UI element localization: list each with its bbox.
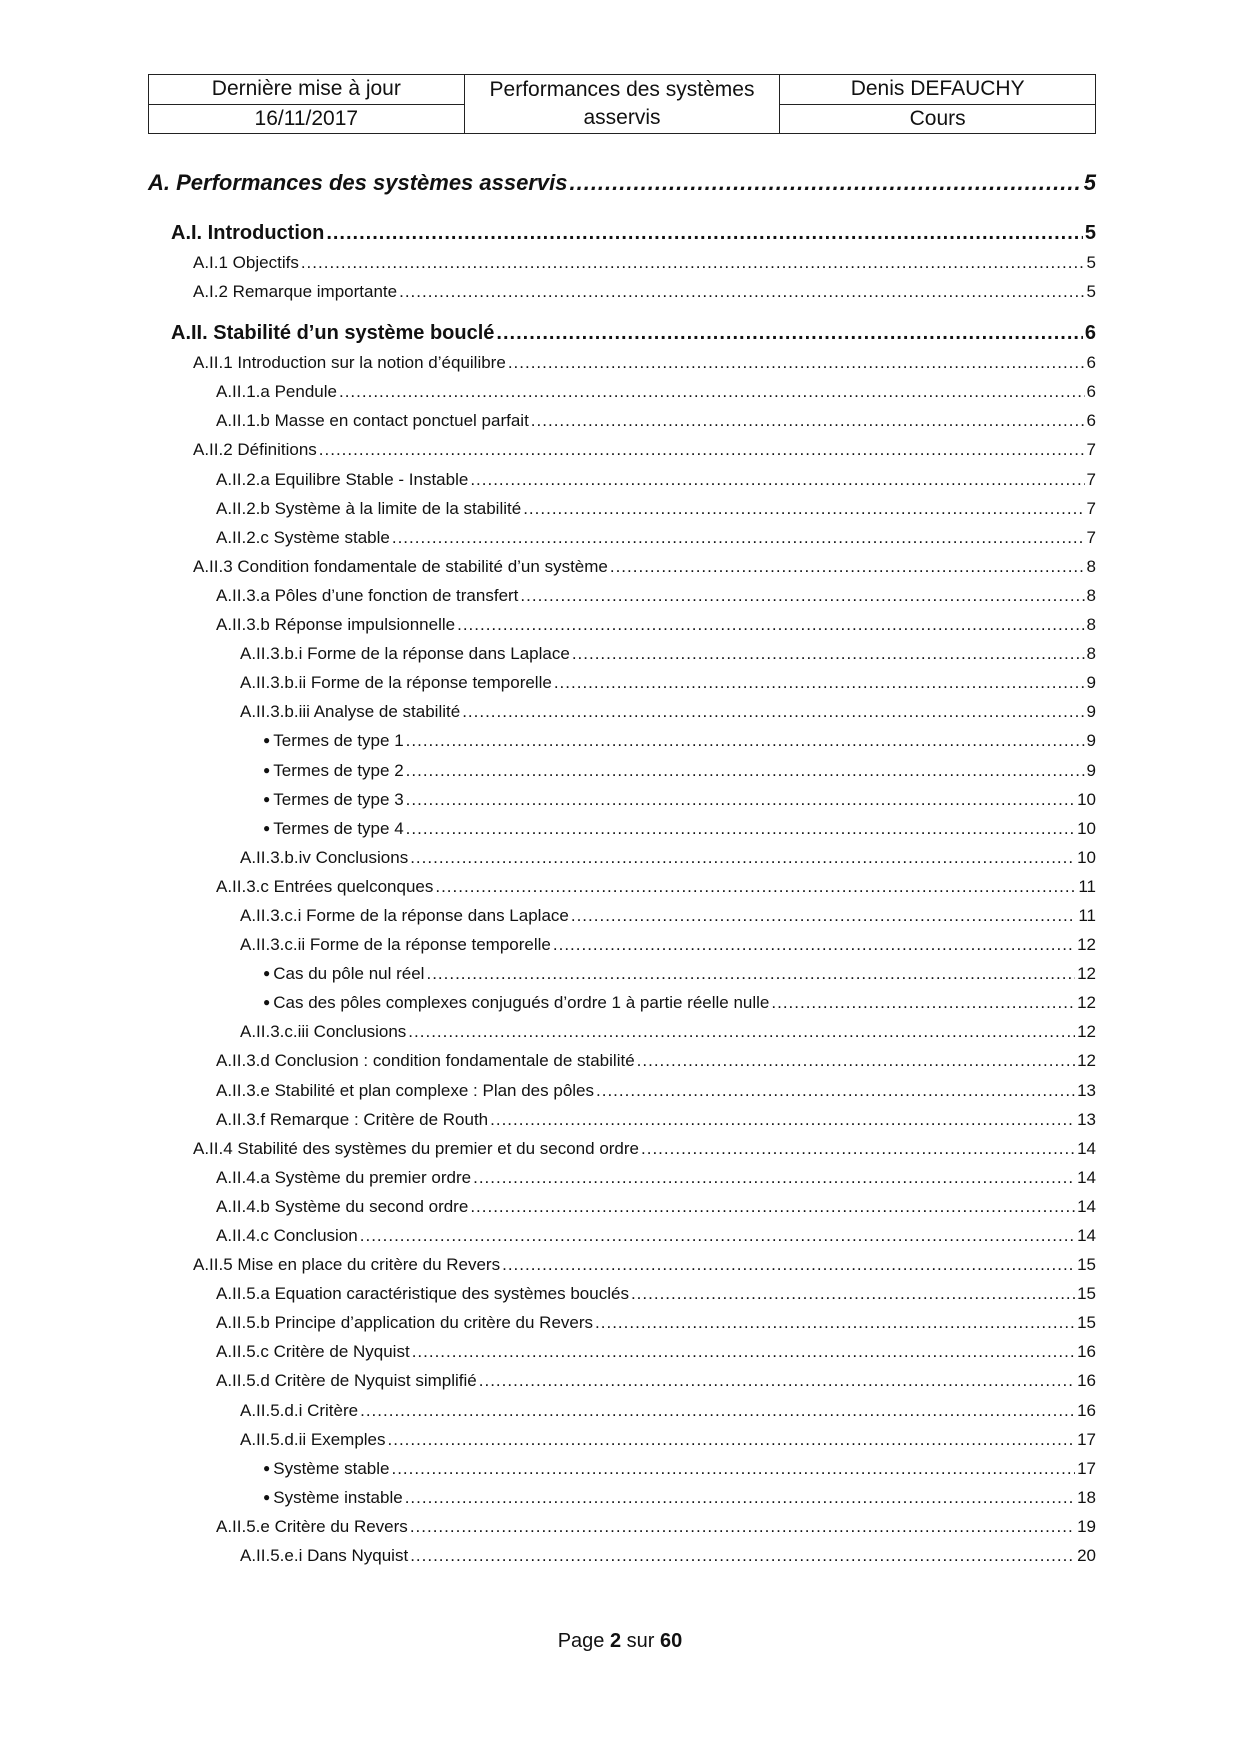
toc-entry-title-text: A.II.5.d.i Critère: [240, 1400, 359, 1420]
toc-entry[interactable]: [148, 1017, 1096, 1046]
toc-entry-title: [193, 248, 299, 277]
toc-entry-title: [216, 1308, 593, 1337]
toc-entry-title: [263, 1483, 403, 1512]
toc-entry[interactable]: [148, 697, 1096, 726]
toc-entry-title-text: A.II.3.c Entrées quelconques: [216, 876, 434, 896]
toc-leader-dots: [631, 1279, 1075, 1308]
toc-entry-title-text: A.II.5.d.ii Exemples: [240, 1429, 386, 1449]
toc-entry-page: 14: [1077, 1226, 1096, 1245]
toc-entry-title: [193, 1134, 639, 1163]
toc-entry[interactable]: [148, 1250, 1096, 1279]
footer-page-prefix: Page: [557, 1630, 605, 1652]
toc-leader-dots: [523, 494, 1084, 523]
toc-leader-dots: [410, 1541, 1075, 1570]
toc-entry-title-text: A.II.5.b Principe d’application du critère du Revers: [216, 1313, 594, 1333]
toc-entry-title: [148, 160, 567, 206]
toc-entry-page: 12: [1077, 1022, 1096, 1042]
toc-leader-dots: [412, 1337, 1075, 1366]
toc-entry[interactable]: [148, 248, 1096, 277]
toc-entry-title: [263, 1454, 389, 1483]
toc-leader-dots: [596, 1076, 1075, 1105]
toc-entry-title: [216, 1512, 408, 1541]
toc-entry-title: [216, 1163, 471, 1192]
toc-entry-page: 9: [1086, 702, 1096, 722]
toc-entry-title-text: A.II.3.a Pôles d’une fonction de transfert: [216, 585, 519, 605]
toc-entry-title-text: A.II.5.e Critère du Revers: [216, 1516, 408, 1536]
toc-entry-title: [216, 1337, 410, 1366]
table-of-contents: [148, 160, 1096, 1570]
toc-leader-dots: [502, 1250, 1075, 1279]
toc-entry-title: [240, 1017, 406, 1046]
toc-entry[interactable]: [148, 1308, 1096, 1337]
toc-entry[interactable]: [148, 1221, 1096, 1250]
toc-entry-title: [216, 1366, 477, 1395]
toc-entry-title: [240, 1425, 386, 1454]
toc-entry-title-text: A.II.2.b Système à la limite de la stabilité: [216, 498, 522, 518]
toc-entry-page: 12: [1077, 1051, 1096, 1071]
toc-entry-title-text: A.II.3.b.iv Conclusions: [240, 847, 409, 867]
toc-entry[interactable]: [148, 1076, 1096, 1105]
toc-leader-dots: [399, 277, 1084, 306]
toc-entry-page: 10: [1077, 789, 1096, 809]
toc-leader-dots: [508, 348, 1085, 377]
footer-total-pages: 60: [660, 1630, 683, 1652]
toc-entry-title: [216, 872, 433, 901]
toc-entry-title-text: A.II.5.c Critère de Nyquist: [216, 1342, 410, 1362]
toc-entry-title-text: A.II.3.c.iii Conclusions: [240, 1022, 407, 1042]
toc-entry-page: 18: [1077, 1487, 1096, 1507]
toc-leader-dots: [520, 581, 1084, 610]
toc-entry-page: 16: [1077, 1400, 1096, 1420]
toc-leader-dots: [473, 1163, 1075, 1192]
toc-entry-title-text: A. Performances des systèmes asservis: [148, 170, 568, 195]
toc-entry-title: [216, 1192, 468, 1221]
toc-entry-title: [193, 277, 397, 306]
toc-entry-title-text: Termes de type 4: [273, 818, 404, 838]
toc-entry-title-text: A.II.1 Introduction sur la notion d’équilibre: [193, 353, 506, 373]
toc-entry-title: [263, 785, 404, 814]
toc-entry[interactable]: [148, 988, 1096, 1017]
footer-page-middle: sur: [626, 1630, 655, 1652]
toc-entry-title: [263, 756, 404, 785]
toc-entry-title: [216, 1221, 358, 1250]
toc-entry[interactable]: [148, 1512, 1096, 1541]
bullet-icon: ●: [263, 820, 271, 835]
toc-entry-title: [240, 901, 569, 930]
toc-leader-dots: [479, 1366, 1075, 1395]
bullet-icon: ●: [263, 733, 271, 748]
toc-leader-dots: [610, 552, 1085, 581]
toc-entry-title-text: A.II.4.b Système du second ordre: [216, 1196, 469, 1216]
toc-entry-page: 7: [1086, 469, 1096, 489]
toc-entry-page: 15: [1077, 1255, 1096, 1275]
toc-leader-dots: [462, 697, 1084, 726]
toc-leader-dots: [391, 1454, 1075, 1483]
toc-leader-dots: [406, 756, 1085, 785]
toc-entry-title-text: Cas du pôle nul réel: [273, 964, 425, 984]
bullet-icon: ●: [263, 762, 271, 777]
toc-entry-title-text: A.II.3.b.ii Forme de la réponse temporelle: [240, 673, 552, 693]
toc-leader-dots: [554, 668, 1085, 697]
toc-entry-page: 5: [1086, 282, 1096, 302]
toc-entry[interactable]: [148, 959, 1096, 988]
page-footer: [0, 1630, 1240, 1653]
toc-entry-title: [171, 318, 494, 348]
toc-entry[interactable]: [148, 1279, 1096, 1308]
toc-entry[interactable]: [148, 843, 1096, 872]
toc-entry[interactable]: [148, 930, 1096, 959]
toc-leader-dots: [572, 639, 1085, 668]
toc-entry[interactable]: [148, 1046, 1096, 1075]
toc-entry-title-text: A.II.3.c.ii Forme de la réponse temporelle: [240, 935, 551, 955]
toc-entry-title: [216, 465, 468, 494]
toc-entry-title-text: A.II.4.c Conclusion: [216, 1226, 358, 1245]
toc-entry-page: 7: [1086, 440, 1096, 460]
toc-entry-title-text: A.II.5.e.i Dans Nyquist: [240, 1546, 409, 1566]
toc-entry[interactable]: [148, 1192, 1096, 1221]
header-author: Denis DEFAUCHY: [780, 75, 1096, 105]
toc-entry-title: [240, 697, 460, 726]
toc-entry[interactable]: [148, 406, 1096, 435]
toc-entry-title: [216, 581, 518, 610]
toc-entry-title-text: Termes de type 3: [273, 789, 404, 809]
toc-leader-dots: [531, 406, 1085, 435]
toc-entry-page: 5: [1086, 253, 1096, 272]
toc-entry-title: [193, 348, 506, 377]
toc-entry-page: 15: [1077, 1284, 1096, 1304]
toc-entry-title-text: A.II.1.a Pendule: [216, 382, 337, 402]
toc-leader-dots: [457, 610, 1084, 639]
toc-entry-title: [216, 1279, 629, 1308]
toc-entry-title-text: A.II.3.c.i Forme de la réponse dans Laplace: [240, 905, 569, 925]
toc-entry-title-text: A.II.2.a Equilibre Stable - Instable: [216, 469, 469, 489]
toc-entry-page: 16: [1077, 1342, 1096, 1362]
toc-entry[interactable]: [148, 581, 1096, 610]
toc-entry[interactable]: [148, 1337, 1096, 1366]
toc-leader-dots: [392, 523, 1085, 552]
toc-entry-title-text: A.II. Stabilité d’un système bouclé: [171, 322, 495, 345]
toc-entry[interactable]: [148, 218, 1096, 248]
toc-entry-title-text: A.II.2 Définitions: [193, 440, 317, 460]
toc-entry-page: 8: [1086, 585, 1096, 605]
toc-entry-page: 14: [1077, 1196, 1096, 1216]
toc-entry-title-text: A.I. Introduction: [171, 222, 325, 244]
toc-entry-title: [193, 1250, 500, 1279]
toc-entry-title-text: A.II.3.b.iii Analyse de stabilité: [240, 702, 461, 722]
toc-entry-title-text: A.I.1 Objectifs: [193, 253, 299, 272]
toc-leader-dots: [406, 814, 1075, 843]
toc-entry-page: 7: [1086, 498, 1096, 518]
toc-entry-title-text: A.II.3.d Conclusion : condition fondamentale de stabilité: [216, 1051, 635, 1071]
toc-entry-page: 14: [1077, 1167, 1096, 1187]
toc-entry-title-text: A.II.3.b Réponse impulsionnelle: [216, 615, 456, 635]
toc-entry-title: [216, 406, 529, 435]
toc-entry[interactable]: [148, 726, 1096, 755]
toc-entry-title: [240, 930, 551, 959]
toc-entry[interactable]: [148, 814, 1096, 843]
toc-entry-page: 19: [1077, 1516, 1096, 1536]
toc-entry-page: 15: [1077, 1313, 1096, 1333]
toc-entry-title-text: A.II.5.a Equation caractéristique des systèmes bouclés: [216, 1284, 629, 1304]
toc-entry-page: 10: [1077, 818, 1096, 838]
toc-entry-page: 9: [1086, 673, 1096, 693]
toc-leader-dots: [326, 218, 1083, 248]
toc-entry-title: [216, 610, 455, 639]
toc-entry-title-text: A.II.3.f Remarque : Critère de Routh: [216, 1109, 489, 1129]
toc-entry[interactable]: [148, 1425, 1096, 1454]
toc-entry-title: [240, 843, 408, 872]
toc-entry-title: [216, 1105, 488, 1134]
toc-entry[interactable]: [148, 523, 1096, 552]
toc-entry[interactable]: [148, 160, 1096, 206]
toc-entry-page: 8: [1086, 644, 1096, 664]
toc-entry[interactable]: [148, 901, 1096, 930]
header-update-label: Dernière mise à jour: [149, 75, 465, 105]
toc-leader-dots: [470, 1192, 1075, 1221]
toc-entry-page: 8: [1086, 615, 1096, 635]
toc-leader-dots: [410, 1512, 1075, 1541]
toc-leader-dots: [410, 843, 1075, 872]
toc-entry-title: [216, 377, 337, 406]
toc-entry-title: [263, 959, 424, 988]
toc-entry-title: [263, 726, 404, 755]
toc-entry-page: 5: [1084, 222, 1096, 244]
toc-entry-page: 6: [1086, 353, 1096, 373]
toc-entry-title: [193, 435, 317, 464]
toc-entry[interactable]: [148, 1366, 1096, 1395]
bullet-icon: ●: [263, 1489, 271, 1504]
toc-leader-dots: [301, 248, 1085, 277]
toc-entry[interactable]: [148, 1454, 1096, 1483]
toc-entry-page: 13: [1077, 1080, 1096, 1100]
toc-leader-dots: [595, 1308, 1075, 1337]
toc-entry[interactable]: [148, 1134, 1096, 1163]
toc-leader-dots: [496, 318, 1082, 348]
toc-entry-title: [171, 218, 324, 248]
toc-entry-page: 12: [1077, 964, 1096, 984]
toc-entry[interactable]: [148, 277, 1096, 306]
toc-entry-page: 12: [1077, 993, 1096, 1013]
toc-entry-title-text: Cas des pôles complexes conjugués d’ordre 1 à partie réelle nulle: [273, 993, 770, 1013]
toc-leader-dots: [319, 435, 1085, 464]
toc-leader-dots: [405, 1483, 1075, 1512]
toc-entry[interactable]: [148, 785, 1096, 814]
toc-entry-page: 14: [1077, 1138, 1096, 1158]
toc-entry[interactable]: [148, 318, 1096, 348]
toc-entry-page: 5: [1083, 170, 1096, 195]
toc-entry-title-text: A.II.5 Mise en place du critère du Revers: [193, 1255, 501, 1275]
toc-entry[interactable]: [148, 668, 1096, 697]
toc-entry-page: 7: [1086, 527, 1096, 547]
bullet-icon: ●: [263, 1460, 271, 1475]
toc-entry-title: [216, 523, 390, 552]
toc-entry[interactable]: [148, 465, 1096, 494]
toc-entry-page: 10: [1077, 847, 1096, 867]
toc-entry-title-text: A.II.2.c Système stable: [216, 527, 390, 547]
toc-entry[interactable]: [148, 348, 1096, 377]
toc-entry[interactable]: [148, 610, 1096, 639]
toc-entry-page: 17: [1077, 1458, 1096, 1478]
toc-leader-dots: [571, 901, 1076, 930]
toc-leader-dots: [641, 1134, 1075, 1163]
toc-leader-dots: [771, 988, 1075, 1017]
toc-entry-title-text: A.I.2 Remarque importante: [193, 282, 398, 302]
toc-entry[interactable]: [148, 435, 1096, 464]
toc-entry[interactable]: [148, 1396, 1096, 1425]
toc-entry[interactable]: [148, 1541, 1096, 1570]
toc-entry-title: [240, 639, 570, 668]
toc-entry-title-text: A.II.5.d Critère de Nyquist simplifié: [216, 1371, 477, 1391]
toc-entry-title-text: A.II.3.e Stabilité et plan complexe : Plan des pôles: [216, 1080, 595, 1100]
toc-leader-dots: [637, 1046, 1075, 1075]
toc-leader-dots: [406, 726, 1085, 755]
toc-entry[interactable]: [148, 1483, 1096, 1512]
toc-leader-dots: [360, 1396, 1075, 1425]
toc-leader-dots: [435, 872, 1076, 901]
toc-leader-dots: [388, 1425, 1076, 1454]
toc-leader-dots: [490, 1105, 1075, 1134]
toc-entry-page: 6: [1086, 382, 1096, 402]
toc-entry-title: [263, 988, 769, 1017]
toc-entry[interactable]: [148, 1163, 1096, 1192]
toc-entry[interactable]: [148, 377, 1096, 406]
toc-entry-title-text: Système stable: [273, 1458, 390, 1478]
toc-entry-page: 9: [1086, 731, 1096, 751]
page-header: [148, 74, 1096, 134]
header-document-title: Performances des systèmes asservis: [464, 75, 780, 134]
toc-entry[interactable]: [148, 872, 1096, 901]
toc-leader-dots: [408, 1017, 1075, 1046]
toc-entry-title: [216, 1046, 635, 1075]
toc-entry-title-text: Termes de type 1: [273, 731, 404, 751]
toc-entry-title-text: A.II.1.b Masse en contact ponctuel parfait: [216, 411, 529, 431]
toc-leader-dots: [470, 465, 1084, 494]
toc-leader-dots: [553, 930, 1075, 959]
toc-entry-page: 8: [1086, 556, 1096, 576]
toc-leader-dots: [569, 160, 1081, 206]
toc-entry-page: 13: [1077, 1109, 1096, 1129]
footer-current-page: 2: [609, 1630, 622, 1652]
bullet-icon: ●: [263, 791, 271, 806]
toc-leader-dots: [406, 785, 1075, 814]
toc-entry-page: 11: [1078, 876, 1096, 896]
toc-entry-title-text: Système instable: [273, 1487, 403, 1507]
toc-entry-page: 17: [1077, 1429, 1096, 1449]
toc-entry-title: [193, 552, 608, 581]
toc-entry-page: 11: [1078, 905, 1096, 925]
toc-entry-title-text: A.II.4.a Système du premier ordre: [216, 1167, 472, 1187]
header-document-type: Cours: [780, 104, 1096, 134]
toc-entry-title: [240, 1396, 358, 1425]
toc-entry-page: 6: [1084, 322, 1096, 345]
toc-entry-title: [216, 1076, 594, 1105]
toc-entry-title-text: Termes de type 2: [273, 760, 404, 780]
toc-entry[interactable]: [148, 756, 1096, 785]
toc-entry-title: [240, 668, 552, 697]
toc-entry-page: 16: [1077, 1371, 1096, 1391]
toc-entry-page: 12: [1077, 935, 1096, 955]
toc-leader-dots: [426, 959, 1075, 988]
toc-entry-page: 6: [1086, 411, 1096, 431]
toc-entry[interactable]: [148, 1105, 1096, 1134]
toc-entry[interactable]: [148, 494, 1096, 523]
toc-entry[interactable]: [148, 639, 1096, 668]
toc-entry-title-text: A.II.3 Condition fondamentale de stabilité d’un système: [193, 556, 608, 576]
toc-leader-dots: [360, 1221, 1075, 1250]
toc-entry-title: [263, 814, 404, 843]
header-update-date: 16/11/2017: [149, 104, 465, 134]
bullet-icon: ●: [263, 995, 271, 1010]
bullet-icon: ●: [263, 966, 271, 981]
toc-entry-title: [240, 1541, 408, 1570]
toc-entry-page: 9: [1086, 760, 1096, 780]
toc-entry-title: [216, 494, 521, 523]
toc-leader-dots: [339, 377, 1085, 406]
toc-entry-title-text: A.II.3.b.i Forme de la réponse dans Laplace: [240, 644, 570, 664]
toc-entry-title-text: A.II.4 Stabilité des systèmes du premier et du second ordre: [193, 1138, 640, 1158]
toc-entry-page: 20: [1077, 1546, 1096, 1566]
toc-entry[interactable]: [148, 552, 1096, 581]
